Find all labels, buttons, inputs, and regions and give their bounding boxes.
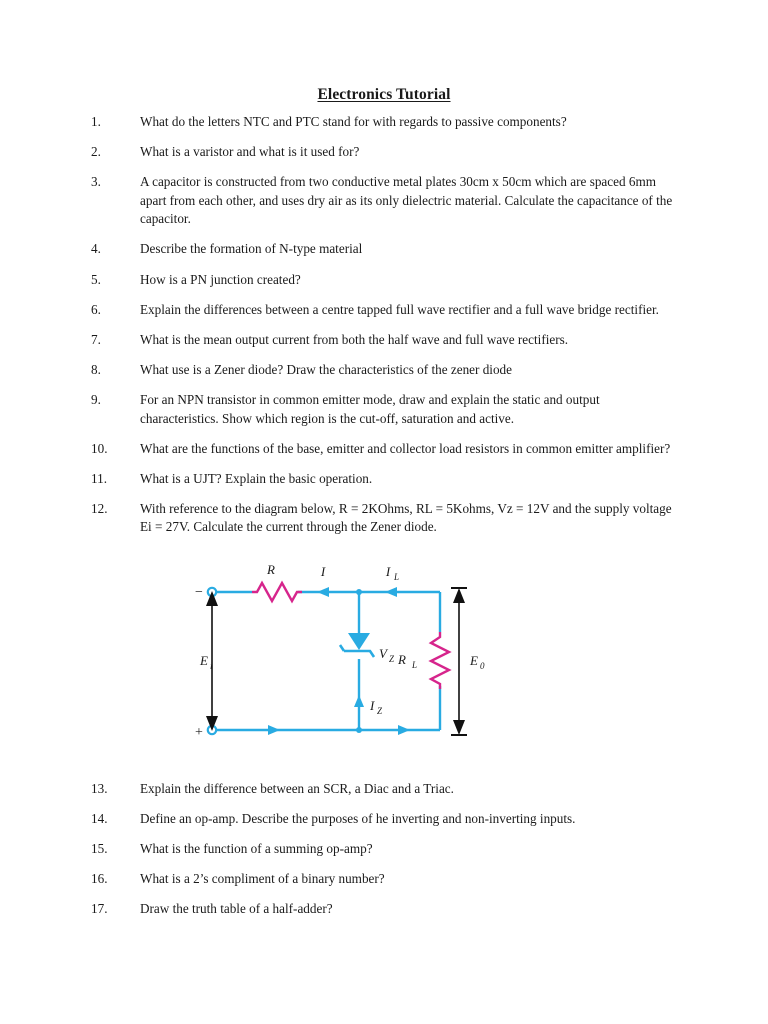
question-number: 16. (91, 871, 108, 887)
question-text: What is a UJT? Explain the basic operation. (140, 470, 373, 486)
list-item (91, 173, 691, 229)
question-text: Explain the difference between an SCR, a Diac and a Triac. (140, 781, 454, 796)
question-text: What is the function of a summing op-amp? (140, 841, 373, 857)
current-arrow-bottom-right (398, 725, 410, 735)
question-text: For an NPN transistor in common emitter mode, draw and explain the static and output characteristics. Show which region is the cut-off, saturation and active. (140, 391, 600, 426)
zener-voltage-label-sub: Z (389, 654, 395, 664)
question-number: 1. (91, 114, 101, 129)
resistor-rl-label: R (398, 652, 406, 667)
page-title (0, 86, 768, 104)
resistor-rl-symbol (431, 632, 449, 689)
e0-label-sub: 0 (480, 661, 485, 671)
resistor-r-symbol (252, 583, 302, 601)
resistor-r-label: R (267, 562, 275, 577)
question-number: 15. (91, 841, 108, 857)
zener-diode-bar (344, 651, 374, 657)
question-text: Explain the differences between a centre tapped full wave rectifier and a full wave bridge rectifier. (140, 301, 659, 317)
question-list-bottom (91, 780, 691, 930)
list-item (91, 301, 691, 320)
current-arrow-iz (354, 695, 364, 707)
junction-dot-top (356, 589, 362, 595)
list-item (91, 240, 691, 259)
question-number: 12. (91, 500, 108, 516)
list-item (91, 840, 691, 859)
junction-dot-bottom (356, 727, 362, 733)
current-arrow-bottom-left (268, 725, 280, 735)
ei-label: E (200, 653, 208, 668)
e0-label: E (470, 653, 478, 668)
zener-diode-bar-left-bend (340, 645, 344, 651)
question-text: Define an op-amp. Describe the purposes of he inverting and non-inverting inputs. (140, 811, 576, 827)
zener-diode-triangle (348, 633, 370, 650)
e0-arrow-head-down (453, 720, 465, 735)
question-text: Describe the formation of N-type material (140, 241, 363, 257)
question-text: What do the letters NTC and PTC stand for with regards to passive components? (140, 114, 567, 129)
question-number: 7. (91, 331, 101, 347)
question-text: A capacitor is constructed from two conductive metal plates 30cm x 50cm which are spaced 6mm apart from each other, and uses dry air as its only dielectric material. Calculate the capacitance of the capacitor. (140, 174, 673, 227)
current-iz-label: I (370, 698, 375, 713)
current-arrow-i (317, 587, 329, 597)
question-number: 13. (91, 781, 108, 796)
list-item (91, 143, 691, 162)
current-arrow-il (385, 587, 397, 597)
zener-regulator-figure (180, 555, 500, 765)
question-text: What are the functions of the base, emitter and collector load resistors in common emitter amplifier? (140, 440, 671, 456)
current-il-label: I (385, 564, 391, 579)
list-item (91, 780, 691, 799)
question-text: How is a PN junction created? (140, 271, 301, 287)
list-item (91, 331, 691, 350)
current-iz-label-sub: Z (377, 706, 383, 716)
question-number: 14. (91, 811, 108, 827)
question-list-top (91, 113, 691, 549)
current-i-label: I (320, 564, 326, 579)
question-text: Draw the truth table of a half-adder? (140, 901, 333, 917)
question-number: 10. (91, 440, 108, 456)
question-number: 6. (91, 301, 101, 317)
question-number: 4. (91, 241, 101, 257)
question-number: 9. (91, 391, 101, 407)
question-number: 3. (91, 174, 101, 190)
current-il-label-sub: L (394, 572, 400, 582)
question-text: What is the mean output current from both the half wave and full wave rectifiers. (140, 331, 569, 347)
list-item (91, 900, 691, 919)
question-number: 11. (91, 470, 107, 486)
list-item (91, 470, 691, 489)
terminal-negative-sign: − (195, 585, 203, 600)
list-item (91, 440, 691, 459)
question-text: What is a 2’s compliment of a binary number? (140, 871, 385, 887)
question-text: What use is a Zener diode? Draw the characteristics of the zener diode (140, 361, 513, 377)
ei-label-sub: i (210, 661, 213, 671)
resistor-rl-label-sub: L (412, 660, 418, 670)
e0-arrow-head-up (453, 588, 465, 603)
list-item (91, 870, 691, 889)
list-item (91, 391, 691, 428)
question-text: What is a varistor and what is it used for? (140, 144, 360, 160)
question-number: 5. (91, 271, 101, 287)
question-number: 8. (91, 361, 101, 377)
list-item (91, 500, 691, 537)
zener-voltage-label: V (379, 646, 387, 661)
list-item (91, 361, 691, 380)
question-number: 17. (91, 901, 108, 917)
list-item (91, 113, 691, 132)
question-number: 2. (91, 144, 101, 160)
list-item (91, 810, 691, 829)
terminal-positive-sign: + (195, 725, 203, 740)
page-title-text: Electronics Tutorial (317, 86, 451, 103)
question-text: With reference to the diagram below, R = 2KOhms, RL = 5Kohms, Vz = 12V and the supply voltage Ei = 27V. Calculate the current through the Zener diode. (140, 500, 672, 535)
list-item (91, 271, 691, 290)
